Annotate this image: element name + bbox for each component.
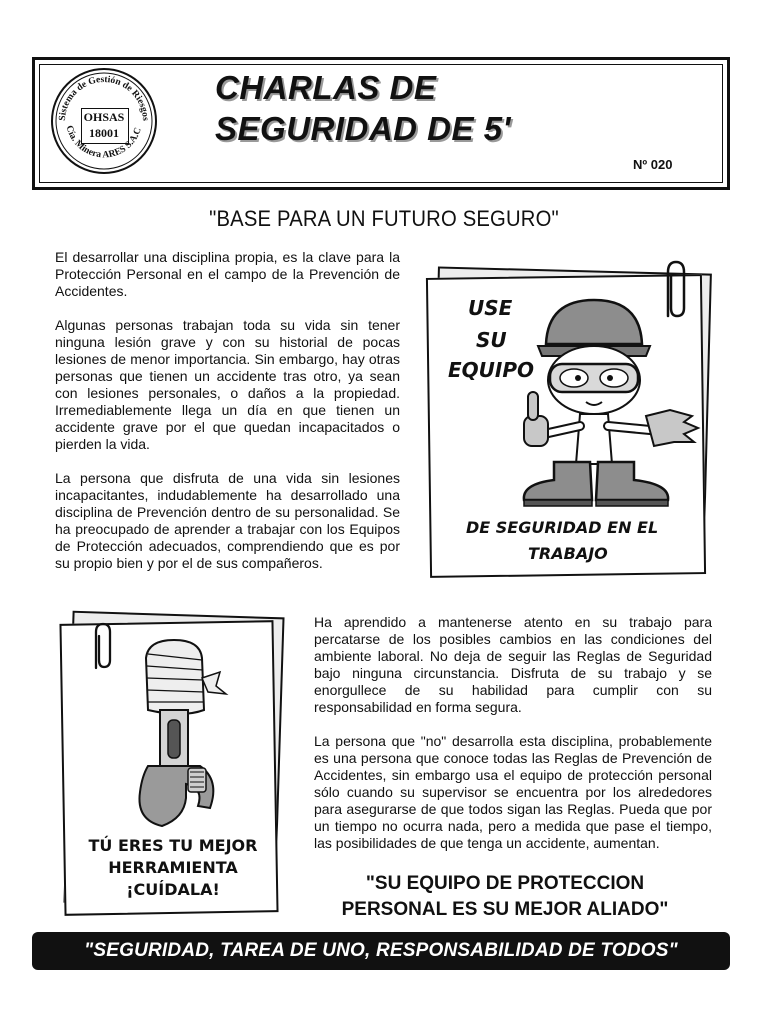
right-paragraph-2: La persona que "no" desarrolla esta disciplina, probablemente es una persona que conoce todas las Reglas de Prevención de Accidentes, sin embargo usa el equipo de protección personal sólo cuando su supervisor se encuentra por los alrededores para asegurarse de que todos sigan las Reglas. Pueda que por un tiempo no ocurra nada, pero a medida que pase el tiempo, las posibilidades de que tenga un accidente, aumentan. [314, 733, 712, 851]
company-seal-logo [51, 68, 157, 174]
seal-top-arc-text: Sistema de Gestión de Riesgos [57, 74, 151, 122]
paper-clip-icon [88, 620, 118, 672]
poster-best-tool [62, 614, 284, 914]
document-subtitle: "BASE PARA UN FUTURO SEGURO" [209, 206, 559, 231]
issue-number: Nº 020 [633, 157, 673, 172]
poster-equipo-text: EQUIPO [448, 358, 535, 382]
poster-use-equipment [428, 270, 711, 576]
footer-slogan: "SEGURIDAD, TAREA DE UNO, RESPONSABILIDAD DE TODOS" [84, 940, 678, 961]
bandaged-wrench-illustration [122, 638, 232, 834]
seal-center-line1: OHSAS [83, 110, 125, 124]
left-paragraph-1: El desarrollar una disciplina propia, es la clave para la Protección Personal en el campo de la Prevención de Accidentes. [55, 249, 400, 299]
right-paragraph-1: Ha aprendido a mantenerse atento en su trabajo para percatarse de los posibles cambios en las condiciones del ambiente laboral. No deja de seguir las Reglas de Seguridad bajo ninguna circunstancia. Disfruta de su trabajo y se enorgullece de su habilidad para cumplir con su responsabilidad en forma segura. [314, 614, 712, 715]
header-box [32, 57, 730, 190]
poster-de-seguridad-text: DE SEGURIDAD EN EL [466, 518, 659, 537]
seal-center-line2: 18001 [89, 126, 119, 140]
callout-line2: PERSONAL ES SU MEJOR ALIADO" [341, 899, 669, 920]
poster-use-text: USE [468, 296, 513, 320]
left-paragraph-3: La persona que disfruta de una vida sin lesiones incapacitantes, indudablemente ha desarrollado una disciplina de Prevención dentro de su personalidad. Se ha preocupado de aprender a trabajar con los Equipos de Protección adecuados, comprendiendo que es por su propio bien y por el de sus compañeros. [55, 470, 400, 571]
page-title-line1: CHARLAS DE [215, 69, 437, 106]
protection-callout [305, 871, 705, 923]
left-paragraph-2: Algunas personas trabajan toda su vida sin tener ninguna lesión grave y con su historial de pocas lesiones de menor importancia. Sin embargo, hay otras personas que tienen un accidente tras otro, ya sean con lesiones personales, o daños a la propiedad. Irremediablemente llega un día en que tienen un accidente grave por el que quedan incapacitados o pierden la vida. [55, 317, 400, 452]
callout-line1: "SU EQUIPO DE PROTECCION [365, 873, 645, 894]
footer-slogan-bar [32, 932, 730, 970]
right-text-column [314, 614, 712, 852]
poster-cuidala-text: ¡CUÍDALA! [126, 880, 220, 899]
seal-bottom-arc-text: Cía. Minera ARES S.A.C [63, 124, 144, 161]
poster-tu-eres-text: TÚ ERES TU MEJOR [88, 836, 258, 855]
poster-su-text: SU [476, 328, 507, 352]
left-text-column [55, 249, 400, 572]
poster-trabajo-text: TRABAJO [528, 544, 608, 563]
page-title-line2: SEGURIDAD DE 5' [215, 110, 511, 147]
cartoon-worker-illustration [494, 294, 704, 510]
poster-herramienta-text: HERRAMIENTA [108, 858, 238, 877]
